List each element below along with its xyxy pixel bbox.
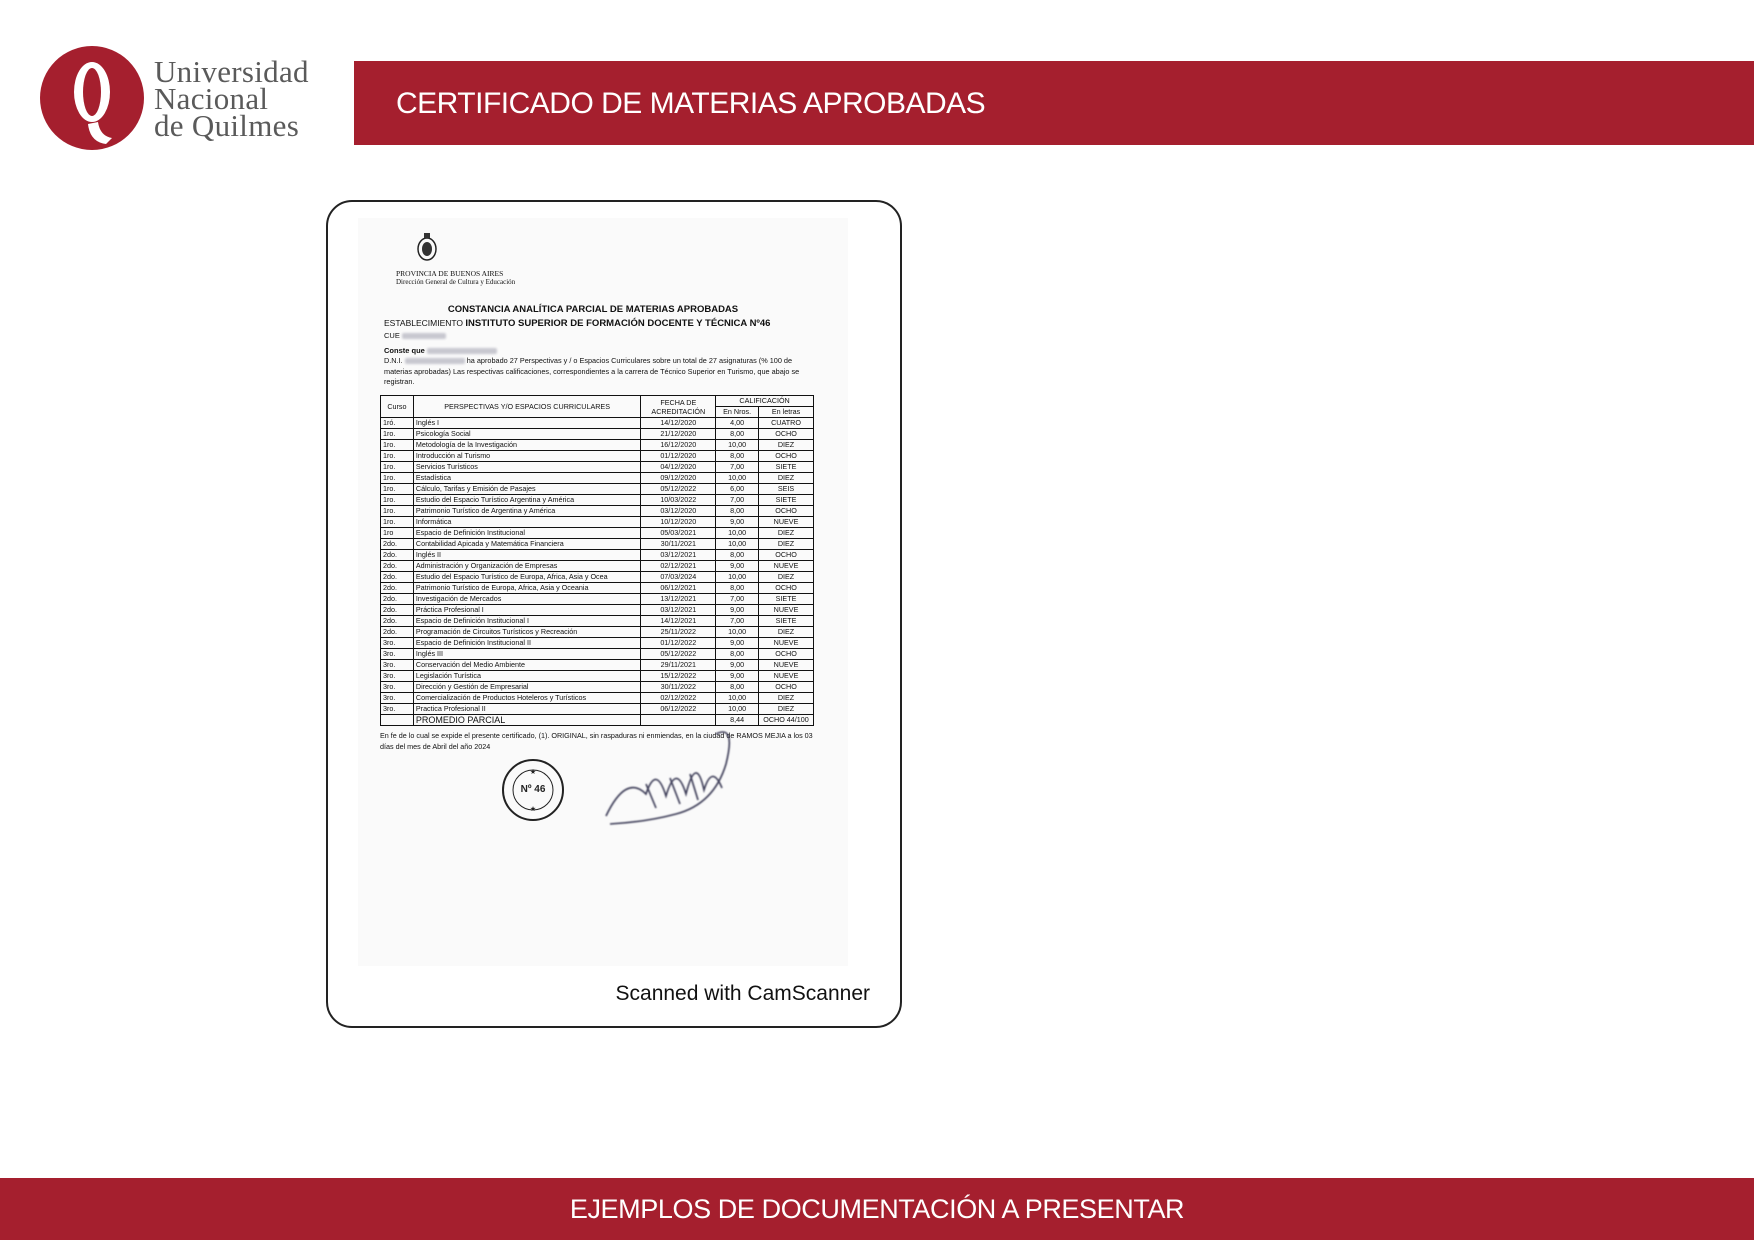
row-fecha: 21/12/2020: [641, 429, 716, 440]
row-curso: 1ro.: [381, 473, 414, 484]
row-curso: 2do.: [381, 550, 414, 561]
row-nota-numero: 9,00: [716, 605, 759, 616]
row-materia: Dirección y Gestión de Empresarial: [413, 682, 641, 693]
row-curso: 1ro.: [381, 451, 414, 462]
scanned-certificate: [358, 218, 848, 966]
redacted-student-name: [427, 348, 497, 354]
province-name: PROVINCIA DE BUENOS AIRES: [396, 269, 504, 278]
row-materia: Programación de Circuitos Turísticos y Recreación: [413, 627, 641, 638]
table-row: [381, 671, 814, 682]
row-fecha: 10/12/2020: [641, 517, 716, 528]
quilmes-q-logo-icon: [40, 46, 146, 152]
row-nota-numero: 7,00: [716, 616, 759, 627]
row-nota-numero: 10,00: [716, 572, 759, 583]
row-fecha: 03/12/2021: [641, 550, 716, 561]
row-materia: Investigación de Mercados: [413, 594, 641, 605]
row-materia: Comercialización de Productos Hoteleros y Turísticos: [413, 693, 641, 704]
row-fecha: 29/11/2021: [641, 660, 716, 671]
row-materia: Patrimonio Turístico de Europa, Africa, Asia y Oceania: [413, 583, 641, 594]
row-curso: 2do.: [381, 583, 414, 594]
table-row: [381, 528, 814, 539]
row-curso: 3ro.: [381, 693, 414, 704]
row-curso: 2do.: [381, 561, 414, 572]
row-nota-numero: 8,00: [716, 550, 759, 561]
cue-row: [384, 331, 446, 340]
row-curso: 3ro.: [381, 704, 414, 715]
row-nota-numero: 9,00: [716, 517, 759, 528]
table-row: [381, 638, 814, 649]
row-nota-numero: 4,00: [716, 418, 759, 429]
row-fecha: 02/12/2022: [641, 693, 716, 704]
row-nota-letras: CUATRO: [759, 418, 814, 429]
table-row: [381, 693, 814, 704]
row-nota-letras: NUEVE: [759, 605, 814, 616]
row-materia: Conservación del Medio Ambiente: [413, 660, 641, 671]
row-fecha: 01/12/2020: [641, 451, 716, 462]
row-nota-letras: SIETE: [759, 462, 814, 473]
row-nota-letras: NUEVE: [759, 561, 814, 572]
row-nota-letras: SIETE: [759, 616, 814, 627]
table-row: [381, 583, 814, 594]
row-curso: 1ro.: [381, 462, 414, 473]
row-curso: 3ro.: [381, 671, 414, 682]
row-nota-letras: NUEVE: [759, 517, 814, 528]
table-row: [381, 550, 814, 561]
table-row: [381, 594, 814, 605]
row-materia: Inglés I: [413, 418, 641, 429]
row-curso: 2do.: [381, 627, 414, 638]
row-materia: Administración y Organización de Empresas: [413, 561, 641, 572]
row-nota-numero: 9,00: [716, 561, 759, 572]
province-department: Dirección General de Cultura y Educación: [396, 278, 516, 286]
row-fecha: 14/12/2020: [641, 418, 716, 429]
table-row: [381, 451, 814, 462]
row-materia: Legislación Turística: [413, 671, 641, 682]
table-row: [381, 649, 814, 660]
row-curso: 1ro.: [381, 517, 414, 528]
row-curso: 2do.: [381, 539, 414, 550]
row-materia: Cálculo, Tarifas y Emisión de Pasajes: [413, 484, 641, 495]
row-curso: 2do.: [381, 594, 414, 605]
svg-text:★: ★: [529, 806, 537, 813]
conste-label: Conste que: [384, 346, 425, 355]
row-materia: Espacio de Definición Institucional: [413, 528, 641, 539]
certification-text: ha aprobado 27 Perspectivas y / o Espacios Curriculares sobre un total de 27 asignaturas (% 100 de materias aprobadas) Las respectivas calificaciones, correspondientes a la carrera de Técnico Superior en Turismo, que abajo se registran.: [384, 356, 800, 386]
row-nota-letras: OCHO: [759, 429, 814, 440]
grades-table: [380, 395, 814, 726]
table-row: [381, 605, 814, 616]
row-nota-numero: 10,00: [716, 704, 759, 715]
row-materia: Estadística: [413, 473, 641, 484]
institution-stamp: [501, 758, 565, 822]
row-materia: Informática: [413, 517, 641, 528]
average-label: PROMEDIO PARCIAL: [413, 715, 641, 726]
row-nota-numero: 7,00: [716, 462, 759, 473]
grades-body: [381, 418, 814, 715]
row-fecha: 07/03/2024: [641, 572, 716, 583]
row-fecha: 05/12/2022: [641, 484, 716, 495]
table-row: [381, 484, 814, 495]
institution-row: [384, 318, 770, 329]
header-bar: [354, 61, 1754, 145]
row-nota-letras: DIEZ: [759, 627, 814, 638]
row-fecha: 05/03/2021: [641, 528, 716, 539]
header-nros: En Nros.: [716, 407, 759, 418]
row-curso: 3ro.: [381, 682, 414, 693]
institution-name: INSTITUTO SUPERIOR DE FORMACIÓN DOCENTE Y TÉCNICA Nº46: [465, 318, 771, 329]
row-nota-numero: 8,00: [716, 451, 759, 462]
logo-line-1: Universidad: [154, 54, 309, 89]
row-materia: Patrimonio Turístico de Argentina y América: [413, 506, 641, 517]
row-nota-letras: OCHO: [759, 451, 814, 462]
row-fecha: 06/12/2022: [641, 704, 716, 715]
row-nota-numero: 6,00: [716, 484, 759, 495]
average-words: OCHO 44/100: [759, 715, 814, 726]
row-curso: 1ro.: [381, 484, 414, 495]
certificate-title: CONSTANCIA ANALÍTICA PARCIAL DE MATERIAS APROBADAS: [447, 304, 739, 315]
row-fecha: 09/12/2020: [641, 473, 716, 484]
row-nota-letras: DIEZ: [759, 704, 814, 715]
table-row: [381, 495, 814, 506]
table-row: [381, 418, 814, 429]
row-nota-letras: DIEZ: [759, 440, 814, 451]
cue-label: CUE: [384, 331, 400, 340]
row-curso: 3ro.: [381, 638, 414, 649]
university-name: [154, 54, 309, 143]
logo-line-3: de Quilmes: [154, 108, 300, 143]
row-curso: 1ro.: [381, 506, 414, 517]
row-fecha: 30/11/2021: [641, 539, 716, 550]
table-row: [381, 440, 814, 451]
row-materia: Estudio del Espacio Turístico Argentina y América: [413, 495, 641, 506]
page-title: CERTIFICADO DE MATERIAS APROBADAS: [396, 87, 986, 120]
row-nota-letras: SIETE: [759, 594, 814, 605]
table-row: [381, 572, 814, 583]
row-curso: 2do.: [381, 616, 414, 627]
certification-paragraph: [384, 356, 804, 388]
header-perspectivas: PERSPECTIVAS Y/O ESPACIOS CURRICULARES: [413, 396, 641, 418]
row-nota-letras: SIETE: [759, 495, 814, 506]
institution-label: ESTABLECIMIENTO: [384, 318, 464, 328]
university-logo: [40, 46, 340, 156]
table-row: [381, 473, 814, 484]
row-fecha: 02/12/2021: [641, 561, 716, 572]
row-nota-numero: 8,00: [716, 649, 759, 660]
dni-label: D.N.I.: [384, 356, 403, 365]
row-fecha: 03/12/2020: [641, 506, 716, 517]
row-fecha: 25/11/2022: [641, 627, 716, 638]
row-nota-numero: 10,00: [716, 473, 759, 484]
table-row: [381, 704, 814, 715]
row-fecha: 05/12/2022: [641, 649, 716, 660]
signer-name-blurred: [628, 806, 660, 816]
row-nota-numero: 7,00: [716, 495, 759, 506]
header-fecha: FECHA DE ACREDITACIÓN: [641, 396, 716, 418]
province-coat-of-arms-icon: [416, 232, 438, 262]
row-fecha: 15/12/2022: [641, 671, 716, 682]
row-fecha: 10/03/2022: [641, 495, 716, 506]
table-row: [381, 561, 814, 572]
row-nota-numero: 10,00: [716, 528, 759, 539]
row-nota-letras: OCHO: [759, 649, 814, 660]
row-nota-numero: 9,00: [716, 638, 759, 649]
row-nota-numero: 8,00: [716, 583, 759, 594]
row-curso: 1ro.: [381, 429, 414, 440]
footer-bar: [0, 1178, 1754, 1240]
table-row: [381, 517, 814, 528]
row-materia: Inglés III: [413, 649, 641, 660]
row-nota-letras: DIEZ: [759, 539, 814, 550]
table-row: [381, 682, 814, 693]
table-row: [381, 627, 814, 638]
scanned-document-frame: [326, 200, 902, 1028]
row-materia: Espacio de Definición Institucional II: [413, 638, 641, 649]
footer-title: EJEMPLOS DE DOCUMENTACIÓN A PRESENTAR: [569, 1194, 1185, 1224]
header-curso: Curso: [381, 396, 414, 418]
row-nota-letras: OCHO: [759, 506, 814, 517]
row-nota-letras: NUEVE: [759, 660, 814, 671]
row-curso: 1ro: [381, 528, 414, 539]
row-nota-numero: 9,00: [716, 660, 759, 671]
average-empty-cell: [381, 715, 414, 726]
row-curso: 3ro.: [381, 660, 414, 671]
table-row: [381, 506, 814, 517]
row-fecha: 04/12/2020: [641, 462, 716, 473]
row-nota-letras: SEIS: [759, 484, 814, 495]
row-nota-numero: 9,00: [716, 671, 759, 682]
row-nota-numero: 8,00: [716, 429, 759, 440]
issuance-text: En fe de lo cual se expide el presente certificado, (1). ORIGINAL, sin raspaduras ni enmiendas, en la ciudad de RAMOS MEJIA a los 03 días del mes de Abril del año 2024: [380, 731, 813, 751]
table-row: [381, 616, 814, 627]
row-materia: Servicios Turísticos: [413, 462, 641, 473]
handwritten-signature-icon: [586, 724, 786, 834]
svg-text:★: ★: [529, 769, 537, 776]
row-fecha: 06/12/2021: [641, 583, 716, 594]
row-curso: 1ro.: [381, 495, 414, 506]
row-materia: Inglés II: [413, 550, 641, 561]
row-nota-letras: DIEZ: [759, 528, 814, 539]
row-nota-numero: 8,00: [716, 506, 759, 517]
row-nota-letras: OCHO: [759, 583, 814, 594]
row-materia: Práctica Profesional I: [413, 605, 641, 616]
row-curso: 3ro.: [381, 649, 414, 660]
row-materia: Metodología de la Investigación: [413, 440, 641, 451]
row-nota-letras: DIEZ: [759, 572, 814, 583]
row-curso: 1ró.: [381, 418, 414, 429]
camscanner-caption: Scanned with CamScanner: [615, 982, 870, 1005]
row-curso: 1ro.: [381, 440, 414, 451]
row-materia: Introducción al Turismo: [413, 451, 641, 462]
row-nota-numero: 10,00: [716, 539, 759, 550]
redacted-dni: [405, 358, 465, 364]
row-nota-letras: DIEZ: [759, 693, 814, 704]
row-curso: 2do.: [381, 605, 414, 616]
row-curso: 2do.: [381, 572, 414, 583]
row-nota-numero: 10,00: [716, 440, 759, 451]
row-fecha: 16/12/2020: [641, 440, 716, 451]
row-materia: Contabilidad Apicada y Matemática Financiera: [413, 539, 641, 550]
table-row: [381, 660, 814, 671]
row-nota-letras: DIEZ: [759, 473, 814, 484]
row-nota-numero: 7,00: [716, 594, 759, 605]
row-materia: Practica Profesional II: [413, 704, 641, 715]
stamp-number: Nº 46: [520, 784, 546, 795]
table-row: [381, 539, 814, 550]
header-calificacion: CALIFICACIÓN: [716, 396, 814, 407]
row-materia: Estudio del Espacio Turístico de Europa, Africa, Asia y Ocea: [413, 572, 641, 583]
table-row: [381, 429, 814, 440]
header-letras: En letras: [759, 407, 814, 418]
row-nota-letras: NUEVE: [759, 638, 814, 649]
row-nota-numero: 8,00: [716, 682, 759, 693]
row-materia: Psicología Social: [413, 429, 641, 440]
row-fecha: 01/12/2022: [641, 638, 716, 649]
row-fecha: 13/12/2021: [641, 594, 716, 605]
row-nota-letras: NUEVE: [759, 671, 814, 682]
row-nota-numero: 10,00: [716, 693, 759, 704]
average-number: 8,44: [716, 715, 759, 726]
logo-line-2: Nacional: [154, 81, 269, 116]
table-row: [381, 462, 814, 473]
row-fecha: 14/12/2021: [641, 616, 716, 627]
row-nota-numero: 10,00: [716, 627, 759, 638]
second-signature-blurred: [492, 856, 528, 872]
redacted-cue: [402, 333, 446, 339]
row-nota-letras: OCHO: [759, 550, 814, 561]
row-nota-letras: OCHO: [759, 682, 814, 693]
row-materia: Espacio de Definición Institucional I: [413, 616, 641, 627]
row-fecha: 30/11/2022: [641, 682, 716, 693]
student-row: [384, 346, 497, 355]
row-fecha: 03/12/2021: [641, 605, 716, 616]
